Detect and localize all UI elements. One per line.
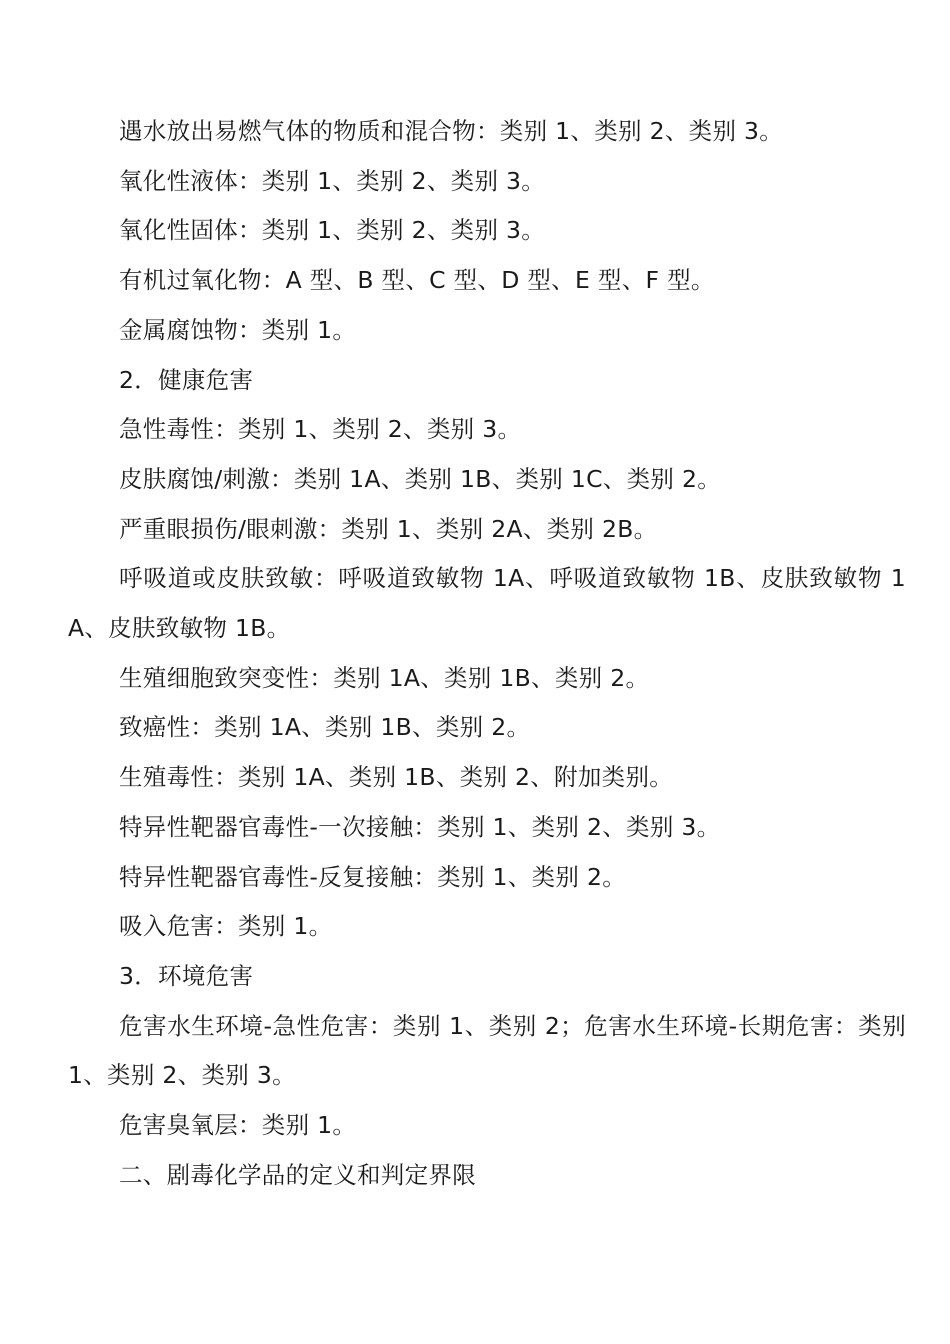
paragraph-ozone-layer: 危害臭氧层：类别 1。 — [119, 1111, 357, 1140]
paragraph-acute-toxicity: 急性毒性：类别 1、类别 2、类别 3。 — [119, 415, 522, 444]
heading-environmental-hazards: 3．环境危害 — [119, 961, 254, 990]
paragraph-reproductive-toxicity: 生殖毒性：类别 1A、类别 1B、类别 2、附加类别。 — [119, 763, 674, 792]
paragraph-eye-damage: 严重眼损伤/眼刺激：类别 1、类别 2A、类别 2B。 — [119, 514, 658, 543]
paragraph-water-reactive: 遇水放出易燃气体的物质和混合物：类别 1、类别 2、类别 3。 — [119, 117, 784, 145]
section-heading-highly-toxic: 二、剧毒化学品的定义和判定界限 — [119, 1160, 476, 1189]
paragraph-stot-repeated: 特异性靶器官毒性-反复接触：类别 1、类别 2。 — [119, 862, 627, 891]
paragraph-organic-peroxides: 有机过氧化物：A 型、B 型、C 型、D 型、E 型、F 型。 — [119, 266, 715, 295]
paragraph-carcinogenicity: 致癌性：类别 1A、类别 1B、类别 2。 — [119, 713, 531, 742]
paragraph-aquatic-hazard: 危害水生环境-急性危害：类别 1、类别 2；危害水生环境-长期危害：类别 1、类别 2、类别 3。 — [68, 1011, 906, 1090]
paragraph-aspiration-hazard: 吸入危害：类别 1。 — [119, 912, 333, 941]
paragraph-oxidizing-solids: 氧化性固体：类别 1、类别 2、类别 3。 — [119, 216, 546, 245]
paragraph-germ-cell-mutagenicity: 生殖细胞致突变性：类别 1A、类别 1B、类别 2。 — [119, 663, 650, 692]
paragraph-stot-single: 特异性靶器官毒性-一次接触：类别 1、类别 2、类别 3。 — [119, 812, 721, 841]
document-body — [68, 107, 906, 1200]
paragraph-oxidizing-liquids: 氧化性液体：类别 1、类别 2、类别 3。 — [119, 166, 546, 195]
paragraph-metal-corrosives: 金属腐蚀物：类别 1。 — [119, 315, 357, 344]
heading-health-hazards: 2．健康危害 — [119, 365, 254, 394]
paragraph-sensitization: 呼吸道或皮肤致敏：呼吸道致敏物 1A、呼吸道致敏物 1B、皮肤致敏物 1A、皮肤致敏物 1B。 — [68, 564, 906, 643]
paragraph-skin-corrosion: 皮肤腐蚀/刺激：类别 1A、类别 1B、类别 1C、类别 2。 — [119, 464, 722, 493]
